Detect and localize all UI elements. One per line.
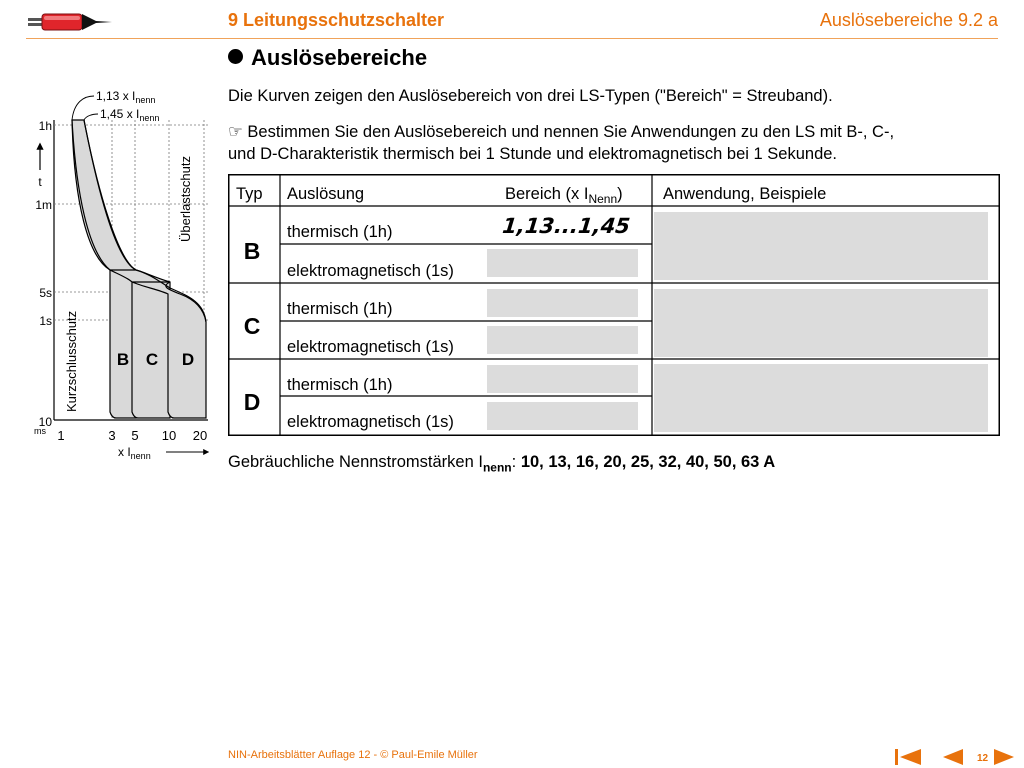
row-b-magnetic: elektromagnetisch (1s) — [287, 262, 454, 280]
row-d-magnetic: elektromagnetisch (1s) — [287, 413, 454, 431]
row-c-thermal: thermisch (1h) — [287, 300, 393, 318]
header-ausloesung: Auslösung — [287, 185, 365, 203]
row-b-type: B — [243, 238, 261, 264]
row-d-thermal: thermisch (1h) — [287, 376, 393, 394]
annotation-lower: 1,45 x $I_{nenn}$ — [100, 107, 160, 123]
annotation-upper: 1,13 x $I_{nenn}$ — [96, 89, 156, 105]
header-bereich: Bereich (x $I_{Nenn}$) — [505, 185, 623, 206]
header-anwendung: Anwendung, Beispiele — [663, 185, 827, 203]
tripping-range-table — [228, 174, 1000, 436]
row-d-type: D — [243, 389, 261, 415]
pointing-hand-icon: ☞ — [228, 123, 243, 141]
answer-fields — [487, 212, 988, 432]
nominal-currents: Gebräuchliche Nennstromstärken $I_{nenn}$: 10, 13, 16, 20, 25, 32, 40, 50, 63 A — [228, 453, 776, 475]
x-tick-20: 20 — [192, 428, 208, 443]
next-page-icon[interactable] — [994, 749, 1014, 765]
first-page-icon[interactable] — [895, 749, 921, 765]
y-axis-label: t — [38, 175, 42, 189]
x-tick-10: 10 — [161, 428, 177, 443]
y-tick-1m: 1m — [35, 198, 52, 212]
answer-c-magnetic[interactable] — [487, 326, 638, 354]
task-line-1: Bestimmen Sie den Auslösebereich und nennen Sie Anwendungen zu den LS mit B-, C-, — [247, 123, 895, 141]
intro-text: Die Kurven zeigen den Auslösebereich von drei LS-Typen ("Bereich" = Streuband). — [228, 87, 833, 105]
y-unit: ms — [34, 426, 46, 436]
x-tick-1: 1 — [57, 428, 65, 443]
section-heading: Auslösebereiche — [228, 45, 427, 71]
navigation-bar — [893, 746, 1017, 768]
y-tick-1s: 1s — [39, 314, 52, 328]
series-b-band — [72, 120, 136, 418]
row-c-magnetic: elektromagnetisch (1s) — [287, 338, 454, 356]
answer-b-magnetic[interactable] — [487, 249, 638, 277]
x-tick-5: 5 — [131, 428, 139, 443]
pencil-arrow-icon — [26, 8, 112, 34]
header-divider — [26, 38, 998, 39]
row-c-type: C — [243, 313, 261, 339]
region-overload: Überlastschutz — [178, 156, 193, 242]
region-short-circuit: Kurzschlusschutz — [64, 310, 79, 412]
tripping-curve-chart — [28, 82, 218, 467]
task-line-2: und D-Charakteristik thermisch bei 1 Stunde und elektromagnetisch bei 1 Sekunde. — [228, 145, 838, 163]
previous-page-icon[interactable] — [943, 749, 963, 765]
series-label-d: D — [181, 350, 195, 369]
x-axis-label: x $I_{nenn}$ — [118, 445, 151, 461]
answer-b-application[interactable] — [654, 212, 988, 280]
y-tick-10ms: 10 — [38, 415, 52, 429]
series-label-b: B — [116, 350, 130, 369]
y-tick-1h: 1h — [38, 119, 52, 133]
series-label-c: C — [145, 350, 159, 369]
section-reference: Auslösebereiche 9.2 a — [819, 10, 998, 30]
page-title: 9 Leitungsschutzschalter — [228, 10, 445, 30]
answer-c-thermal[interactable] — [487, 289, 638, 317]
y-tick-5s: 5s — [39, 286, 52, 300]
task-text — [228, 121, 1008, 165]
page-number: 12 — [977, 753, 989, 764]
row-b-thermal: thermisch (1h) — [287, 223, 393, 241]
answer-c-application[interactable] — [654, 289, 988, 357]
row-b-thermal-value: 1,13...1,45 — [501, 213, 632, 238]
answer-d-thermal[interactable] — [487, 365, 638, 393]
answer-d-application[interactable] — [654, 364, 988, 432]
header-typ: Typ — [236, 185, 263, 203]
footer-text: NIN-Arbeitsblätter Auflage 12 - © Paul-Emile Müller — [228, 749, 478, 761]
bullet-icon — [228, 49, 243, 64]
x-tick-3: 3 — [108, 428, 116, 443]
answer-d-magnetic[interactable] — [487, 402, 638, 430]
